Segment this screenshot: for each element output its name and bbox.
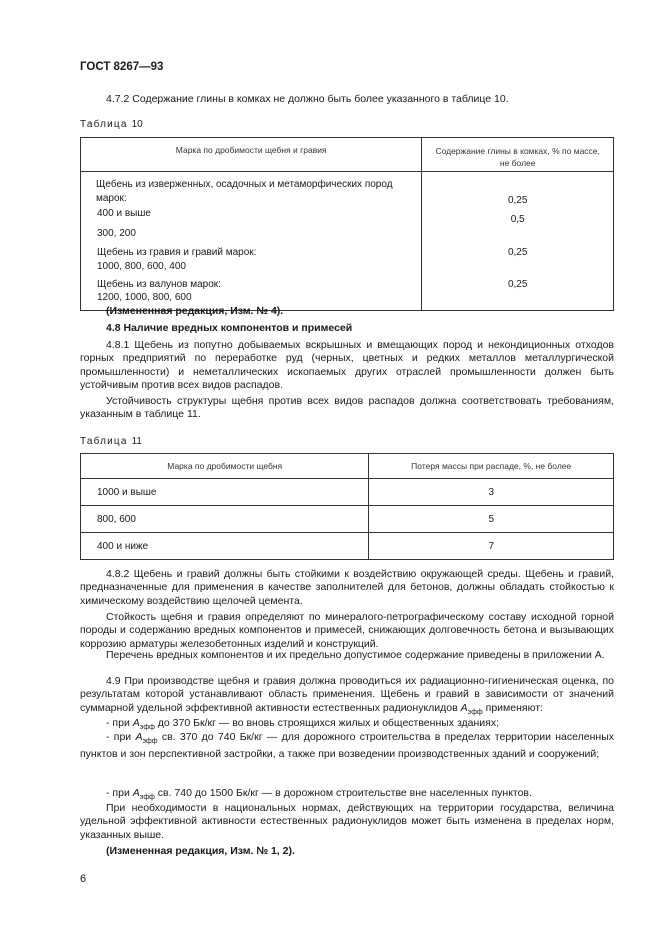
table-10-row-label: 1000, 800, 600, 400 bbox=[97, 260, 186, 272]
table-11-caption bbox=[80, 436, 142, 447]
table-10-col1-header: Марка по дробимости щебня и гравия bbox=[81, 138, 422, 172]
table-10-col2-header bbox=[422, 138, 614, 172]
paragraph-stability: Устойчивость структуры щебня против всех видов распадов должна соответствовать требованиям, указанным в таблице 11. bbox=[80, 395, 614, 421]
page-number: 6 bbox=[80, 873, 87, 885]
aeff-subscript: эфф bbox=[467, 708, 483, 716]
paragraph-4-8-2: 4.8.2 Щебень и гравий должны быть стойкими к воздействию окружающей среды. Щебень и гравий, предназначенные для применения в качестве заполнителей для бетонов, должны обладать стойкостью к химическому воздействию щелочей цемента. bbox=[80, 568, 614, 607]
table-10-header-row bbox=[81, 138, 614, 172]
table-10-caption-label: Таблица bbox=[80, 119, 128, 130]
table-10-caption-number: 10 bbox=[131, 119, 143, 130]
paragraph-resistance: Стойкость щебня и гравия определяют по минералого-петрографическому составу исходной горной породы и содержанию вредных компонентов и примесей, снижающих долговечность бетона и вызывающих коррозию арматуры железобетонных изделий и конструкций. bbox=[80, 611, 614, 650]
table-10-row-label: 1200, 1000, 800, 600 bbox=[97, 292, 192, 304]
table-10-value-cell bbox=[422, 172, 614, 311]
table-11-label: 1000 и выше bbox=[81, 479, 369, 506]
section-heading-4-8: 4.8 Наличие вредных компонентов и примесей bbox=[106, 322, 353, 334]
paragraph-4-7-2: 4.7.2 Содержание глины в комках не должно быть более указанного в таблице 10. bbox=[106, 93, 509, 105]
bullet-3-prefix: - при bbox=[106, 787, 130, 799]
table-11-col1-header: Марка по дробимости щебня bbox=[81, 454, 369, 479]
table-10-value: 0,25 bbox=[507, 247, 528, 259]
table-10-caption bbox=[80, 119, 143, 130]
table-10-value: 0,5 bbox=[510, 214, 525, 226]
aeff-symbol: A bbox=[132, 787, 140, 799]
table-10-group-3: Щебень из валунов марок: bbox=[97, 278, 221, 290]
aeff-subscript: эфф bbox=[139, 794, 155, 801]
table-10-group-1: Щебень из изверженных, осадочных и метаморфических пород марок: bbox=[96, 179, 393, 204]
paragraph-4-9 bbox=[80, 675, 614, 719]
edit-note-1: (Измененная редакция, Изм. № 4). bbox=[106, 305, 284, 317]
bullet-1-prefix: - при bbox=[106, 717, 130, 729]
table-11-label: 800, 600 bbox=[81, 506, 369, 533]
table-10 bbox=[80, 137, 614, 311]
table-10-col2-header-line1: Содержание глины в комках, % по массе, bbox=[435, 146, 600, 156]
table-11-caption-label: Таблица bbox=[80, 436, 128, 447]
table-11-value: 5 bbox=[369, 506, 614, 533]
table-11-value: 3 bbox=[369, 479, 614, 506]
table-row bbox=[81, 479, 614, 506]
table-10-value: 0,25 bbox=[507, 194, 528, 206]
aeff-subscript: эфф bbox=[139, 724, 155, 731]
table-row bbox=[81, 533, 614, 560]
table-11-header-row bbox=[81, 454, 614, 479]
table-11-caption-number: 11 bbox=[131, 436, 142, 447]
table-10-group-2: Щебень из гравия и гравий марок: bbox=[97, 247, 257, 259]
table-row bbox=[81, 506, 614, 533]
aeff-symbol: A bbox=[132, 717, 140, 729]
table-10-value: 0,25 bbox=[507, 278, 528, 290]
document-header: ГОСТ 8267—93 bbox=[80, 61, 164, 73]
table-10-label-cell bbox=[81, 172, 422, 311]
paragraph-national-norms: При необходимости в национальных нормах, действующих на территории государства, величина удельной эффективной активности естественных радионуклидов может быть изменена в пределах норм, указанных выше. bbox=[80, 802, 614, 841]
table-10-row-label: 300, 200 bbox=[97, 227, 136, 239]
table-10-body bbox=[81, 172, 614, 311]
table-11-value: 7 bbox=[369, 533, 614, 560]
aeff-symbol: A bbox=[460, 701, 468, 714]
aeff-symbol: A bbox=[135, 731, 143, 743]
bullet-3-text: св. 740 до 1500 Бк/кг — в дорожном строительстве вне населенных пунктов. bbox=[157, 787, 532, 799]
bullet-1-text: до 370 Бк/кг — во вновь строящихся жилых и общественных зданиях; bbox=[157, 717, 500, 729]
table-10-col2-header-line2: не более bbox=[499, 158, 536, 168]
bullet-2 bbox=[80, 731, 614, 762]
paragraph-4-9-text: 4.9 При производстве щебня и гравия должна проводиться их радиационно-гигиеническая оценка, по результатам которой устанавливают область применения. Щебень и гравий в зависимости от значений суммарной удельной эффективной активности естественных радионуклидов bbox=[80, 675, 614, 714]
paragraph-annex: Перечень вредных компонентов и их предельно допустимое содержание приведены в приложении А. bbox=[106, 649, 605, 661]
edit-note-2: (Измененная редакция, Изм. № 1, 2). bbox=[106, 845, 295, 857]
table-10-row-label: 400 и выше bbox=[97, 208, 151, 220]
table-11-col2-header: Потеря массы при распаде, %, не более bbox=[369, 454, 614, 479]
aeff-subscript: эфф bbox=[142, 738, 158, 745]
bullet-2-prefix: - при bbox=[106, 731, 132, 743]
table-11 bbox=[80, 453, 614, 560]
paragraph-4-8-1: 4.8.1 Щебень из попутно добываемых вскрышных и вмещающих пород и некондиционных отходов горных предприятий по переработке руд (черных, цветных и редких металлов металлургической промышленности) и неметаллических ископаемых других отраслей промышленности должен быть устойчивым против всех видов распадов. bbox=[80, 339, 614, 392]
table-11-label: 400 и ниже bbox=[81, 533, 369, 560]
bullet-2-text: св. 370 до 740 Бк/кг — для дорожного строительства в пределах территории населенных пунктов и зон перспективной застройки, а также при возведении производственных зданий и сооружений; bbox=[80, 731, 614, 761]
paragraph-4-9-end: применяют: bbox=[485, 701, 543, 714]
